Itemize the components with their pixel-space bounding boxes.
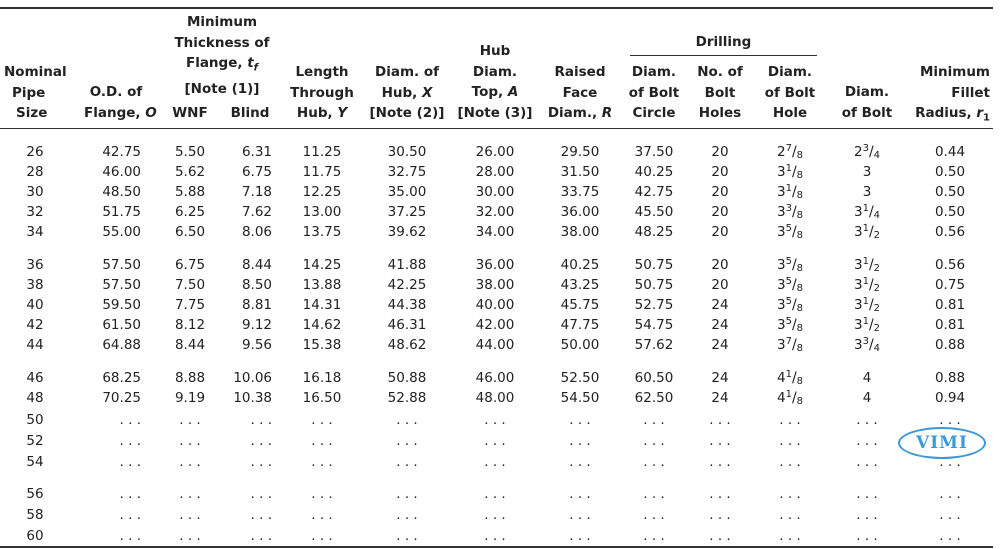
cell-wnf: 8.88 (174, 370, 206, 386)
cell-hub: . . . (396, 486, 418, 502)
cell-db: 3 (862, 184, 872, 200)
cell-nb: 20 (711, 164, 729, 180)
cell-hub: . . . (396, 507, 418, 523)
cell-blind: . . . (250, 454, 272, 470)
cell-blind: . . . (250, 507, 272, 523)
cell-bc: . . . (643, 486, 665, 502)
header-bh-line1: Diam. (767, 64, 813, 80)
cell-hub: 52.88 (387, 390, 427, 406)
cell-wnf: . . . (179, 507, 201, 523)
cell-len: 12.25 (302, 184, 342, 200)
header-hub-line2: Hub, X (381, 84, 433, 101)
cell-od: 48.50 (102, 184, 141, 200)
cell-hub: 46.31 (387, 317, 427, 333)
cell-len: 13.88 (302, 277, 342, 293)
cell-wnf: 6.25 (174, 204, 206, 220)
cell-nb: 24 (711, 297, 729, 313)
cell-hub: . . . (396, 528, 418, 544)
header-db-line1: Diam. (844, 84, 890, 100)
header-bolt-hole-diam (760, 62, 820, 124)
cell-r: 0.50 (934, 184, 966, 200)
cell-wnf: 8.12 (174, 317, 206, 333)
cell-hub: 41.88 (387, 257, 427, 273)
cell-rf: . . . (569, 528, 591, 544)
cell-bh: . . . (779, 507, 801, 523)
header-raised (545, 62, 615, 124)
cell-top: 32.00 (475, 204, 515, 220)
cell-wnf: 5.50 (174, 144, 206, 160)
cell-r: 0.75 (934, 277, 966, 293)
cell-bh: $4^1/8$ (776, 389, 804, 407)
cell-db: 4 (862, 390, 872, 406)
cell-hub: 42.25 (387, 277, 427, 293)
cell-len: 13.00 (302, 204, 342, 220)
cell-hub: 44.38 (387, 297, 427, 313)
cell-hub: . . . (396, 433, 418, 449)
cell-r: 0.88 (934, 370, 966, 386)
cell-top: 38.00 (475, 277, 515, 293)
cell-od: . . . (119, 507, 141, 523)
cell-od: 61.50 (102, 317, 141, 333)
cell-od: 59.50 (102, 297, 141, 313)
cell-r: . . . (939, 507, 961, 523)
cell-len: . . . (311, 433, 333, 449)
cell-rf: 54.50 (560, 390, 600, 406)
cell-blind: . . . (250, 412, 272, 428)
cell-rf: . . . (569, 433, 591, 449)
cell-wnf: . . . (179, 454, 201, 470)
cell-top: . . . (484, 486, 506, 502)
cell-nb: . . . (709, 486, 731, 502)
cell-bh: $3^1/8$ (776, 163, 804, 181)
cell-nps: 48 (26, 390, 44, 406)
cell-blind: 6.75 (241, 164, 272, 180)
cell-bh: $3^5/8$ (776, 276, 804, 294)
cell-bh: $4^1/8$ (776, 369, 804, 387)
cell-top: 42.00 (475, 317, 515, 333)
cell-od: . . . (119, 528, 141, 544)
header-db-line2: of Bolt (841, 104, 893, 121)
cell-bc: . . . (643, 412, 665, 428)
cell-wnf: . . . (179, 433, 201, 449)
cell-hub: 30.50 (387, 144, 427, 160)
cell-blind: 10.38 (233, 390, 272, 406)
cell-wnf: . . . (179, 412, 201, 428)
cell-top: 30.00 (475, 184, 515, 200)
header-wnf: WNF (172, 105, 208, 121)
cell-od: 42.75 (102, 144, 141, 160)
cell-rf: 31.50 (560, 164, 600, 180)
cell-blind: . . . (250, 528, 272, 544)
cell-hub: 50.88 (387, 370, 427, 386)
cell-bh: . . . (779, 454, 801, 470)
cell-len: 14.31 (302, 297, 342, 313)
cell-top: 44.00 (475, 337, 515, 353)
cell-db: . . . (856, 486, 878, 502)
header-fillet-line2: Fillet (951, 84, 990, 101)
header-hub-line1: Diam. of (375, 64, 439, 80)
cell-r: 0.81 (934, 297, 966, 313)
header-length (288, 62, 356, 124)
cell-nps: 30 (26, 184, 44, 200)
cell-r: 0.44 (934, 144, 966, 160)
cell-rf: 33.75 (560, 184, 600, 200)
cell-blind: 8.81 (241, 297, 272, 313)
cell-db: . . . (856, 454, 878, 470)
cell-blind: 8.44 (241, 257, 272, 273)
cell-rf: 38.00 (560, 224, 600, 240)
header-nb-line3: Holes (698, 105, 742, 121)
header-raised-line3: Diam., R (547, 105, 613, 121)
cell-bc: . . . (643, 454, 665, 470)
cell-hub: 39.62 (387, 224, 427, 240)
cell-bh: $2^7/8$ (776, 143, 804, 161)
cell-hub: 32.75 (387, 164, 427, 180)
cell-top: 28.00 (475, 164, 515, 180)
cell-top: . . . (484, 507, 506, 523)
cell-rf: 36.00 (560, 204, 600, 220)
cell-rf: 45.75 (560, 297, 600, 313)
cell-nb: 20 (711, 277, 729, 293)
bottom-rule (0, 546, 993, 548)
header-thickness (168, 12, 276, 100)
header-nps-line2: Pipe (12, 84, 46, 101)
cell-len: . . . (311, 507, 333, 523)
cell-nps: 34 (26, 224, 44, 240)
cell-nps: 60 (26, 528, 44, 544)
cell-rf: . . . (569, 412, 591, 428)
cell-len: 14.62 (302, 317, 342, 333)
cell-bc: 60.50 (634, 370, 674, 386)
cell-r: 0.50 (934, 164, 966, 180)
cell-wnf: 5.62 (174, 164, 206, 180)
cell-blind: 8.50 (241, 277, 272, 293)
cell-len: . . . (311, 486, 333, 502)
cell-db: . . . (856, 528, 878, 544)
header-fillet-line1: Minimum (919, 64, 990, 80)
cell-nps: 42 (26, 317, 44, 333)
cell-nps: 40 (26, 297, 44, 313)
cell-hub: 48.62 (387, 337, 427, 353)
header-length-line2: Through (290, 84, 354, 101)
cell-blind: . . . (250, 486, 272, 502)
cell-bc: 40.25 (634, 164, 674, 180)
cell-rf: 29.50 (560, 144, 600, 160)
header-bolt-circle (624, 62, 684, 124)
header-nps-line1: Nominal (4, 64, 67, 80)
header-hubtop-line2: Diam. (472, 63, 518, 80)
cell-len: 15.38 (302, 337, 342, 353)
cell-bc: 54.75 (634, 317, 674, 333)
cell-nb: 20 (711, 184, 729, 200)
header-thickness-line4: [Note (1)] (184, 81, 260, 98)
cell-blind: 9.12 (241, 317, 272, 333)
cell-len: 14.25 (302, 257, 342, 273)
cell-db: $3^1/4$ (853, 203, 881, 221)
cell-bh: $3^5/8$ (776, 223, 804, 241)
cell-len: 16.50 (302, 390, 342, 406)
cell-hub: . . . (396, 454, 418, 470)
header-bc-line3: Circle (632, 105, 676, 121)
cell-nps: 46 (26, 370, 44, 386)
cell-wnf: 8.44 (174, 337, 206, 353)
cell-r: 0.56 (934, 257, 966, 273)
cell-r: 0.81 (934, 317, 966, 333)
drilling-underline (630, 55, 817, 56)
header-bc-line1: Diam. (631, 64, 677, 80)
cell-r: 0.94 (934, 390, 966, 406)
cell-od: 68.25 (102, 370, 141, 386)
cell-hub: 37.25 (387, 204, 427, 220)
header-bh-line3: Hole (772, 105, 808, 121)
cell-od: 46.00 (102, 164, 141, 180)
cell-rf: . . . (569, 486, 591, 502)
cell-bh: $3^3/8$ (776, 203, 804, 221)
cell-blind: 9.56 (241, 337, 272, 353)
cell-wnf: . . . (179, 486, 201, 502)
cell-db: $2^3/4$ (853, 143, 881, 161)
cell-top: 26.00 (475, 144, 515, 160)
cell-r: 0.56 (934, 224, 966, 240)
header-hub (369, 62, 445, 124)
cell-bc: 42.75 (634, 184, 674, 200)
cell-len: 16.18 (302, 370, 342, 386)
cell-bh: $3^5/8$ (776, 316, 804, 334)
cell-bh: . . . (779, 412, 801, 428)
cell-bc: . . . (643, 433, 665, 449)
cell-nb: . . . (709, 528, 731, 544)
cell-bh: . . . (779, 528, 801, 544)
cell-db: $3^1/2$ (853, 276, 881, 294)
header-bc-line2: of Bolt (628, 84, 680, 101)
top-rule (0, 7, 993, 9)
cell-rf: 43.25 (560, 277, 600, 293)
cell-db: $3^1/2$ (853, 296, 881, 314)
cell-blind: 7.18 (241, 184, 272, 200)
cell-r: . . . (939, 454, 961, 470)
cell-nb: . . . (709, 433, 731, 449)
cell-od: . . . (119, 433, 141, 449)
cell-rf: 50.00 (560, 337, 600, 353)
cell-len: 11.75 (302, 164, 342, 180)
cell-top: 36.00 (475, 257, 515, 273)
cell-rf: . . . (569, 454, 591, 470)
cell-len: 13.75 (302, 224, 342, 240)
cell-r: 0.50 (934, 204, 966, 220)
cell-hub: 35.00 (387, 184, 427, 200)
cell-od: 70.25 (102, 390, 141, 406)
cell-len: 11.25 (302, 144, 342, 160)
cell-db: . . . (856, 412, 878, 428)
header-nb-line2: Bolt (704, 84, 736, 101)
cell-len: . . . (311, 528, 333, 544)
header-blind: Blind (230, 105, 270, 121)
cell-bh: . . . (779, 433, 801, 449)
cell-nb: 24 (711, 337, 729, 353)
cell-wnf: 5.88 (174, 184, 206, 200)
cell-od: . . . (119, 412, 141, 428)
header-raised-line2: Face (562, 84, 598, 101)
cell-od: . . . (119, 454, 141, 470)
header-fillet-line3: Radius, $r_1$ (915, 105, 990, 124)
cell-nps: 32 (26, 204, 44, 220)
cell-bc: 50.75 (634, 257, 674, 273)
cell-od: 57.50 (102, 277, 141, 293)
cell-bh: . . . (779, 486, 801, 502)
cell-db: $3^1/2$ (853, 316, 881, 334)
cell-nps: 50 (26, 412, 44, 428)
cell-blind: 6.31 (241, 144, 272, 160)
header-length-line3: Hub, Y (296, 105, 348, 121)
cell-bc: 45.50 (634, 204, 674, 220)
cell-wnf: 6.75 (174, 257, 206, 273)
cell-top: . . . (484, 412, 506, 428)
cell-nb: 20 (711, 144, 729, 160)
header-thickness-line1: Minimum (186, 14, 258, 30)
cell-nps: 26 (26, 144, 44, 160)
cell-nb: . . . (709, 454, 731, 470)
cell-top: . . . (484, 433, 506, 449)
header-od-line2: Flange, O (84, 104, 157, 121)
cell-nps: 56 (26, 486, 44, 502)
cell-rf: 52.50 (560, 370, 600, 386)
header-nb-line1: No. of (697, 64, 743, 80)
cell-wnf: 6.50 (174, 224, 206, 240)
header-bolt-diam (836, 82, 898, 123)
cell-bc: 57.62 (634, 337, 674, 353)
cell-bc: 50.75 (634, 277, 674, 293)
cell-len: . . . (311, 412, 333, 428)
cell-blind: . . . (250, 433, 272, 449)
cell-rf: 40.25 (560, 257, 600, 273)
cell-hub: . . . (396, 412, 418, 428)
header-raised-line1: Raised (554, 64, 606, 80)
header-od (84, 82, 157, 123)
cell-bc: 62.50 (634, 390, 674, 406)
header-drilling: Drilling (695, 34, 752, 50)
cell-rf: . . . (569, 507, 591, 523)
cell-nps: 52 (26, 433, 44, 449)
cell-db: $3^1/2$ (853, 223, 881, 241)
cell-db: . . . (856, 433, 878, 449)
cell-nps: 58 (26, 507, 44, 523)
cell-od: 64.88 (102, 337, 141, 353)
header-hubtop-line1: Hub (479, 43, 511, 59)
cell-wnf: 7.75 (174, 297, 206, 313)
cell-r: . . . (939, 412, 961, 428)
cell-nps: 28 (26, 164, 44, 180)
cell-nb: 24 (711, 317, 729, 333)
cell-nps: 36 (26, 257, 44, 273)
cell-r: 0.88 (934, 337, 966, 353)
cell-od: 57.50 (102, 257, 141, 273)
cell-bh: $3^5/8$ (776, 296, 804, 314)
cell-od: 55.00 (102, 224, 141, 240)
cell-bc: 48.25 (634, 224, 674, 240)
header-nps (4, 62, 67, 124)
header-hubtop (457, 41, 533, 123)
cell-len: . . . (311, 454, 333, 470)
header-thickness-line3: Flange, $t_f$ (185, 55, 259, 74)
cell-nps: 44 (26, 337, 44, 353)
cell-r: . . . (939, 528, 961, 544)
cell-bc: 52.75 (634, 297, 674, 313)
cell-blind: 10.06 (233, 370, 272, 386)
cell-top: 46.00 (475, 370, 515, 386)
cell-db: $3^3/4$ (853, 336, 881, 354)
header-bolt-holes (692, 62, 748, 124)
header-thickness-line2: Thickness of (174, 34, 270, 51)
cell-od: . . . (119, 486, 141, 502)
cell-blind: 8.06 (241, 224, 272, 240)
cell-nb: . . . (709, 507, 731, 523)
cell-nb: . . . (709, 412, 731, 428)
watermark-logo: VIMI (898, 427, 986, 459)
header-od-line1: O.D. of (89, 84, 143, 100)
cell-r: . . . (939, 486, 961, 502)
header-fillet (910, 62, 990, 129)
cell-blind: 7.62 (241, 204, 272, 220)
cell-bc: . . . (643, 528, 665, 544)
cell-top: . . . (484, 528, 506, 544)
cell-wnf: 7.50 (174, 277, 206, 293)
cell-bh: $3^7/8$ (776, 336, 804, 354)
cell-db: $3^1/2$ (853, 256, 881, 274)
cell-nps: 38 (26, 277, 44, 293)
cell-db: . . . (856, 507, 878, 523)
header-hubtop-line3: Top, A (471, 84, 519, 100)
cell-nps: 54 (26, 454, 44, 470)
cell-bh: $3^1/8$ (776, 183, 804, 201)
header-nps-line3: Size (16, 105, 48, 121)
cell-od: 51.75 (102, 204, 141, 220)
cell-db: 4 (862, 370, 872, 386)
header-hub-line3: [Note (2)] (369, 105, 445, 121)
cell-top: 34.00 (475, 224, 515, 240)
cell-bh: $3^5/8$ (776, 256, 804, 274)
cell-nb: 20 (711, 224, 729, 240)
cell-nb: 24 (711, 370, 729, 386)
cell-wnf: . . . (179, 528, 201, 544)
cell-top: 48.00 (475, 390, 515, 406)
cell-wnf: 9.19 (174, 390, 206, 406)
header-bottom-rule (0, 128, 993, 129)
header-length-line1: Length (295, 64, 349, 80)
cell-nb: 20 (711, 204, 729, 220)
cell-bc: . . . (643, 507, 665, 523)
cell-bc: 37.50 (634, 144, 674, 160)
header-hubtop-line4: [Note (3)] (457, 104, 533, 121)
cell-rf: 47.75 (560, 317, 600, 333)
cell-nb: 20 (711, 257, 729, 273)
cell-top: 40.00 (475, 297, 515, 313)
cell-db: 3 (862, 164, 872, 180)
cell-top: . . . (484, 454, 506, 470)
header-bh-line2: of Bolt (764, 84, 816, 101)
cell-nb: 24 (711, 390, 729, 406)
